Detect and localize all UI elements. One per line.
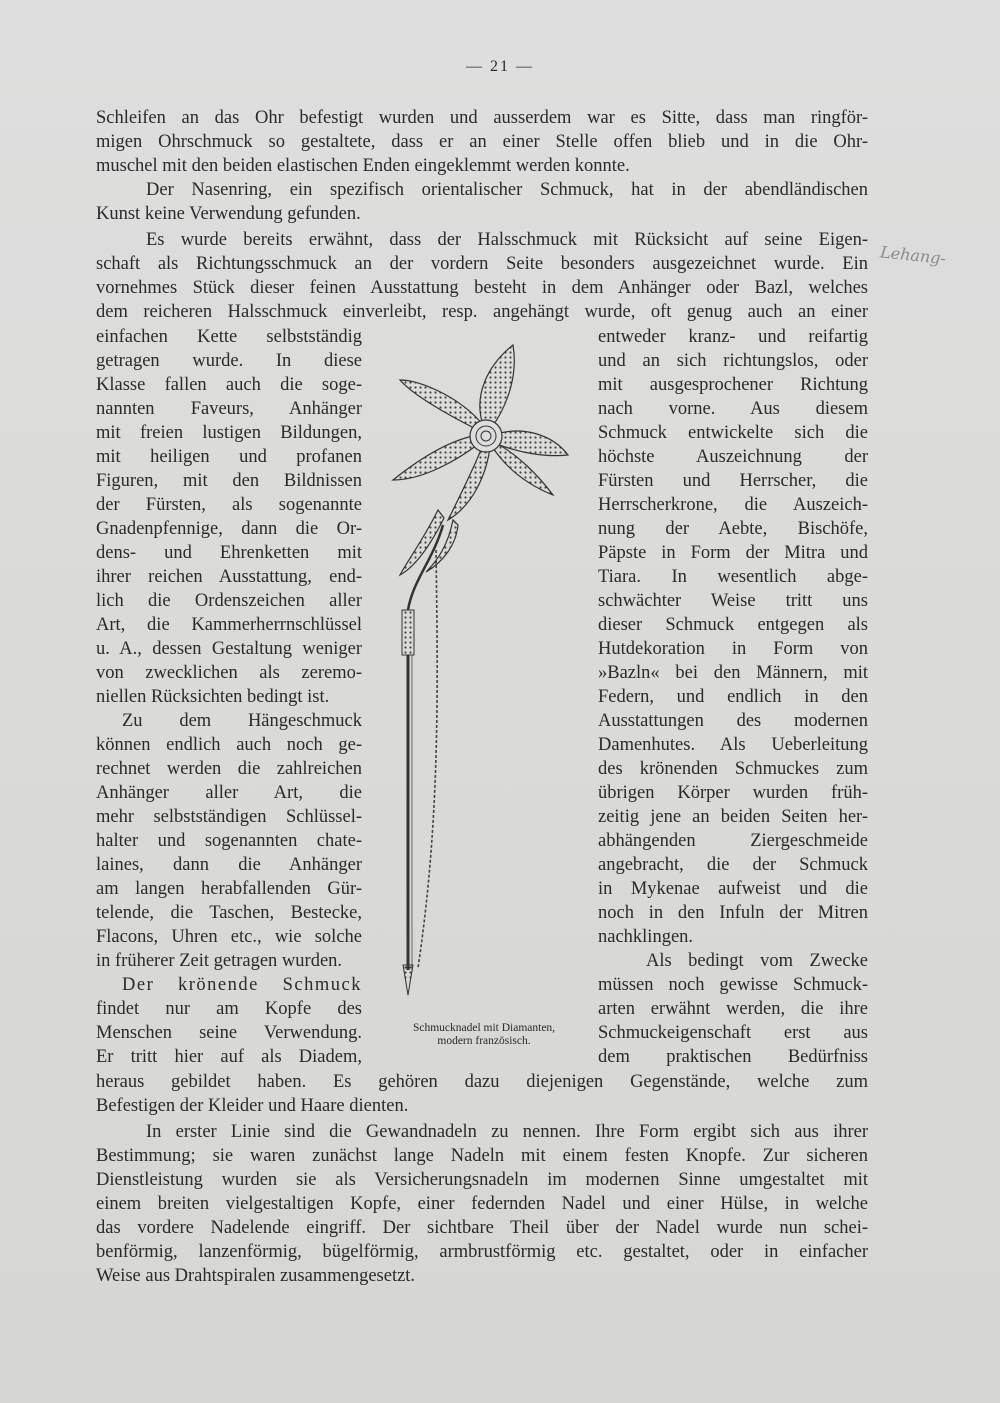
left-col-line: rechnet werden die zahlreichen (96, 759, 362, 779)
text-line: Es wurde bereits erwähnt, dass der Halsschmuck mit Rücksicht auf seine Eigen- (146, 230, 868, 250)
left-col-line: Anhänger aller Art, die (96, 783, 362, 803)
left-col-line: Er tritt hier auf als Diadem, (96, 1047, 362, 1067)
left-col-line: nannten Faveurs, Anhänger (96, 399, 362, 419)
handwritten-margin-note: Lehang- (879, 242, 947, 269)
text-line: migen Ohrschmuck so gestaltete, dass er an einer Stelle offen blieb und in die Ohr- (96, 132, 868, 152)
left-col-line: Gnadenpfennige, dann die Or- (96, 519, 362, 539)
left-col-line: Flacons, Uhren etc., wie solche (96, 927, 362, 947)
text-line: Bestimmung; sie waren zunächst lange Nadeln mit einem festen Knopfe. Zur sicheren (96, 1146, 868, 1166)
left-col-line: mit freien lustigen Bildungen, (96, 423, 362, 443)
left-col-line: halter und sogenannten chate- (96, 831, 362, 851)
text-line: Der Nasenring, ein spezifisch orientalischer Schmuck, hat in der abendländischen (146, 180, 868, 200)
right-col-line: Fürsten und Herrscher, die (598, 471, 868, 491)
right-col-line: des krönenden Schmuckes zum (598, 759, 868, 779)
text-line: schaft als Richtungsschmuck an der vordern Seite besonders ausgezeichnet wurde. Ein (96, 254, 868, 274)
text-line: Dienstleistung wurden sie als Versicherungsnadeln im modernen Sinne umgestaltet mit (96, 1170, 868, 1190)
caption-line: Schmucknadel mit Diamanten, (412, 1022, 556, 1034)
right-col-line: Tiara. In wesentlich abge- (598, 567, 868, 587)
jewelry-pin-illustration (378, 340, 588, 1000)
right-col-line: angebracht, die der Schmuck (598, 855, 868, 875)
text-line: Schleifen an das Ohr befestigt wurden und ausserdem war es Sitte, dass man ringför- (96, 108, 868, 128)
right-col-line: abhängenden Ziergeschmeide (598, 831, 868, 851)
right-col-line: nung der Aebte, Bischöfe, (598, 519, 868, 539)
page-number: — 21 — (466, 58, 534, 75)
left-col-line: Zu dem Hängeschmuck (122, 711, 362, 731)
left-col-line: Klasse fallen auch die soge- (96, 375, 362, 395)
left-col-line: Menschen seine Verwendung. (96, 1023, 362, 1043)
right-col-line: arten erwähnt werden, die ihre (598, 999, 868, 1019)
caption-line: modern französisch. (437, 1035, 531, 1047)
right-col-line: mit ausgesprochener Richtung (598, 375, 868, 395)
right-col-line: Hutdekoration in Form von (598, 639, 868, 659)
right-col-line: nach vorne. Aus diesem (598, 399, 868, 419)
text-line: muschel mit den beiden elastischen Enden eingeklemmt werden konnte. (96, 156, 630, 176)
right-col-line: höchste Auszeichnung der (598, 447, 868, 467)
left-col-line: telende, die Taschen, Bestecke, (96, 903, 362, 923)
left-col-line: am langen herabfallenden Gür- (96, 879, 362, 899)
left-col-line: Figuren, mit den Bildnissen (96, 471, 362, 491)
left-col-line: mehr selbstständigen Schlüssel- (96, 807, 362, 827)
text-line: das vordere Nadelende eingriff. Der sichtbare Theil über der Nadel wurde nun schei- (96, 1218, 868, 1238)
text-line: dem reicheren Halsschmuck einverleibt, resp. angehängt wurde, oft genug auch an einer (96, 302, 868, 322)
left-col-line: laines, dann die Anhänger (96, 855, 362, 875)
right-col-line: übrigen Körper wurden früh- (598, 783, 868, 803)
text-line: heraus gebildet haben. Es gehören dazu diejenigen Gegenstände, welche zum (96, 1072, 868, 1092)
left-col-line: Der krönende Schmuck (122, 975, 362, 995)
right-col-line: Damenhutes. Als Ueberleitung (598, 735, 868, 755)
left-col-line: Art, die Kammerherrnschlüssel (96, 615, 362, 635)
left-col-line: der Fürsten, als sogenannte (96, 495, 362, 515)
text-line: Kunst keine Verwendung gefunden. (96, 204, 361, 224)
right-col-line: und an sich richtungslos, oder (598, 351, 868, 371)
right-col-line: »Bazln« bei den Männern, mit (598, 663, 868, 683)
right-col-line: in Mykenae aufweist und die (598, 879, 868, 899)
right-col-line: Schmuck entwickelte sich die (598, 423, 868, 443)
right-col-line: entweder kranz- und reifartig (598, 327, 868, 347)
text-line: benförmig, lanzenförmig, bügelförmig, armbrustförmig etc. gestaltet, oder in einfacher (96, 1242, 868, 1262)
text-line: vornehmes Stück dieser feinen Ausstattung besteht in dem Anhänger oder Bazl, welches (96, 278, 868, 298)
right-col-line: nachklingen. (598, 927, 694, 947)
right-col-line: Päpste in Form der Mitra und (598, 543, 868, 563)
left-col-line: niellen Rücksichten bedingt ist. (96, 687, 330, 707)
left-col-line: mit heiligen und profanen (96, 447, 362, 467)
left-col-line: u. A., dessen Gestaltung weniger (96, 639, 362, 659)
right-col-line: zeitig jene an beiden Seiten her- (598, 807, 868, 827)
left-col-line: ihrer reichen Ausstattung, end- (96, 567, 362, 587)
left-col-line: getragen wurde. In diese (96, 351, 362, 371)
figure-caption (384, 1022, 584, 1048)
left-col-line: von zwecklichen als zeremo- (96, 663, 362, 683)
right-col-line: Herrscherkrone, die Auszeich- (598, 495, 868, 515)
right-col-line: Als bedingt vom Zwecke (646, 951, 868, 971)
right-col-line: Schmuckeigenschaft erst aus (598, 1023, 868, 1043)
text-line: Weise aus Drahtspiralen zusammengesetzt. (96, 1266, 416, 1286)
left-col-line: dens- und Ehrenketten mit (96, 543, 362, 563)
right-col-line: müssen noch gewisse Schmuck- (598, 975, 868, 995)
right-col-line: noch in den Infuln der Mitren (598, 903, 868, 923)
right-col-line: Ausstattungen des modernen (598, 711, 868, 731)
text-line: Befestigen der Kleider und Haare dienten. (96, 1096, 409, 1116)
right-col-line: schwächter Weise tritt uns (598, 591, 868, 611)
right-col-line: dem praktischen Bedürfniss (598, 1047, 868, 1067)
left-col-line: einfachen Kette selbstständig (96, 327, 362, 347)
text-line: In erster Linie sind die Gewandnadeln zu nennen. Ihre Form ergibt sich aus ihrer (146, 1122, 868, 1142)
left-col-line: können endlich auch noch ge- (96, 735, 362, 755)
right-col-line: Federn, und endlich in den (598, 687, 868, 707)
right-col-line: dieser Schmuck entgegen als (598, 615, 868, 635)
left-col-line: lich die Ordenszeichen aller (96, 591, 362, 611)
left-col-line: in früherer Zeit getragen wurden. (96, 951, 343, 971)
text-line: einem breiten vielgestaltigen Kopfe, einer federnden Nadel und einer Hülse, in welche (96, 1194, 868, 1214)
left-col-line: findet nur am Kopfe des (96, 999, 362, 1019)
